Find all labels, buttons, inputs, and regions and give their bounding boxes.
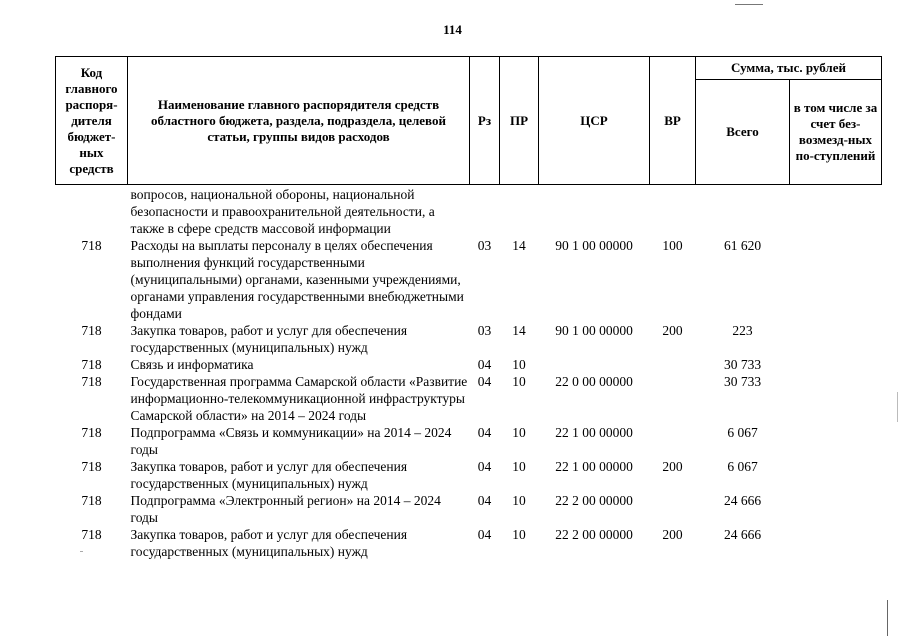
cell-free: [790, 237, 882, 322]
cell-free: [790, 185, 882, 238]
cell-name: вопросов, национальной обороны, национальной безопасности и правоохранительной деятельности, а также в сфере средств массовой информации: [130, 187, 435, 236]
table-row: [56, 458, 882, 492]
cell-code: 718: [81, 374, 102, 389]
cell-free: [790, 373, 882, 424]
cell-rz: 04: [477, 425, 492, 440]
cell-vr: [650, 492, 696, 526]
cell-pr: 14: [512, 238, 526, 253]
cell-rz: 04: [477, 357, 492, 372]
cell-csr: 22 2 00 00000: [555, 527, 633, 542]
cell-total: 24 666: [723, 493, 762, 508]
cell-csr: 22 2 00 00000: [555, 493, 633, 508]
cell-rz: [470, 185, 500, 238]
cell-vr: 200: [662, 323, 683, 338]
cell-pr: 10: [512, 493, 526, 508]
cell-total: 30 733: [723, 374, 762, 389]
cell-pr: 10: [512, 527, 526, 542]
table-row: [56, 373, 882, 424]
table-body: [56, 185, 882, 561]
header-name: Наименование главного распорядителя средств областного бюджета, раздела, подраздела, целевой статьи, группы видов расходов: [128, 57, 470, 185]
cell-name: Закупка товаров, работ и услуг для обеспечения государственных (муниципальных) нужд: [130, 459, 408, 491]
scan-artifact-line: [897, 392, 898, 422]
cell-code: 718: [81, 425, 102, 440]
table-row: [56, 237, 882, 322]
cell-free: [790, 424, 882, 458]
header-pr: ПР: [500, 57, 539, 185]
cell-pr: 10: [512, 374, 526, 389]
cell-name: Расходы на выплаты персоналу в целях обеспечения выполнения функций государственными (муниципальными) органами, казенными учреждениями, органами управления государственными внебюджетными фондами: [130, 238, 464, 321]
cell-free: [790, 492, 882, 526]
cell-csr: 22 0 00 00000: [555, 374, 633, 389]
header-rz: Рз: [470, 57, 500, 185]
cell-total: 30 733: [723, 357, 762, 372]
cell-pr: 10: [512, 357, 526, 372]
cell-code: 718: [81, 527, 102, 542]
cell-csr: [539, 185, 650, 238]
cell-rz: 03: [477, 323, 492, 338]
header-vr: ВР: [650, 57, 696, 185]
scan-artifact-line: [887, 600, 888, 636]
cell-vr: [650, 185, 696, 238]
table-header: [56, 57, 882, 185]
cell-free: [790, 356, 882, 373]
cell-total: 61 620: [723, 238, 762, 253]
cell-pr: 10: [512, 425, 526, 440]
table-row: [56, 322, 882, 356]
cell-free: [790, 458, 882, 492]
cell-code: 718: [81, 493, 102, 508]
cell-total: [696, 185, 790, 238]
cell-name: Закупка товаров, работ и услуг для обеспечения государственных (муниципальных) нужд: [130, 323, 408, 355]
cell-pr: 10: [512, 459, 526, 474]
cell-total: 6 067: [727, 459, 758, 474]
page-number: 114: [443, 22, 462, 37]
cell-csr: 90 1 00 00000: [555, 323, 633, 338]
header-csr: ЦСР: [539, 57, 650, 185]
table-row: [56, 356, 882, 373]
cell-rz: 03: [477, 238, 492, 253]
cell-total: 6 067: [727, 425, 758, 440]
cell-code: 718: [81, 459, 102, 474]
cell-name: Связь и информатика: [130, 357, 254, 372]
cell-rz: 04: [477, 459, 492, 474]
cell-free: [790, 526, 882, 560]
table-row: [56, 185, 882, 238]
cell-code: [56, 185, 128, 238]
cell-vr: 100: [662, 238, 683, 253]
header-free: в том числе за счет без-возмезд-ных по-ступлений: [790, 80, 882, 185]
cell-csr: 22 1 00 00000: [555, 459, 633, 474]
header-code: Код главного распоря-дителя бюджет-ных средств: [56, 57, 128, 185]
budget-table: [55, 56, 882, 560]
cell-name: Государственная программа Самарской области «Развитие информационно-телекоммуникационной инфраструктуры Самарской области» на 2014 – 2024 годы: [130, 374, 468, 423]
header-total: Всего: [696, 80, 790, 185]
header-sum: Сумма, тыс. рублей: [696, 57, 882, 80]
table-row: [56, 492, 882, 526]
cell-code: 718: [81, 238, 102, 253]
scan-artifact-line: [735, 4, 763, 5]
cell-vr: [650, 373, 696, 424]
table-row: [56, 526, 882, 560]
cell-vr: [650, 424, 696, 458]
cell-free: [790, 322, 882, 356]
cell-rz: 04: [477, 374, 492, 389]
cell-pr: 14: [512, 323, 526, 338]
cell-csr: 90 1 00 00000: [555, 238, 633, 253]
cell-vr: 200: [662, 459, 683, 474]
cell-rz: 04: [477, 493, 492, 508]
cell-name: Подпрограмма «Связь и коммуникации» на 2014 – 2024 годы: [130, 425, 452, 457]
cell-vr: [650, 356, 696, 373]
cell-rz: 04: [477, 527, 492, 542]
cell-code: 718: [81, 357, 102, 372]
cell-pr: [500, 185, 539, 238]
cell-csr: [539, 356, 650, 373]
cell-name: Подпрограмма «Электронный регион» на 2014 – 2024 годы: [130, 493, 441, 525]
cell-total: 24 666: [723, 527, 762, 542]
table-row: [56, 424, 882, 458]
cell-name: Закупка товаров, работ и услуг для обеспечения государственных (муниципальных) нужд: [130, 527, 408, 559]
cell-total: 223: [732, 323, 753, 338]
cell-code: 718: [81, 323, 102, 338]
cell-vr: 200: [662, 527, 683, 542]
cell-csr: 22 1 00 00000: [555, 425, 633, 440]
